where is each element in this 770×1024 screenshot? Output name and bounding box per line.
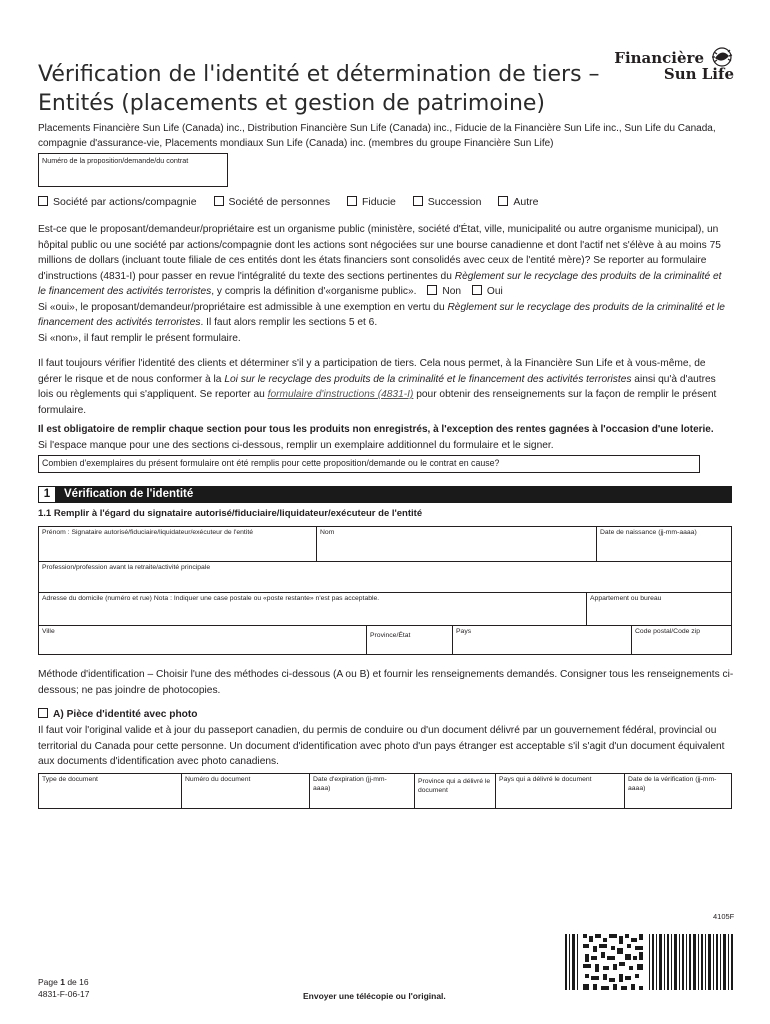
issuing-country-field[interactable]: Pays qui a délivré le document — [495, 773, 625, 809]
identification-method-instructions: Méthode d'identification – Choisir l'une des méthodes ci-dessous (A ou B) et fournir les renseignements demandés. Consigner tous les renseignements ci-dessous; ne pas joindre de photocopies. — [38, 669, 734, 696]
apartment-field[interactable]: Appartement ou bureau — [586, 592, 732, 626]
section-title: Vérification de l'identité — [64, 488, 194, 500]
copies-count-label: Combien d'exemplaires du présent formulaire ont été remplis pour cette proposition/demande ou le contrat en cause? — [42, 458, 500, 468]
checkbox-icon[interactable] — [472, 285, 482, 295]
public-org-question: Est-ce que le proposant/demandeur/propriétaire est un organisme public (ministère, société d'État, ville, municipalité ou autre organisme municipal), un hôpital public ou une société par actions/compagnie dont les actions sont négociées sur une bourse canadienne et dont l'actif net s'élève à au moins 75 millions de dollars (incluant toute filiale de ces entités dont les états financiers sont consolidés avec ceux de l'entité mère)? Se reporter au formulaire d'instructions (4831-I) pour passer en revue l'intégralité du texte des sections pertinentes du Règlement sur le recyclage des produits de la criminalité et le financement des activités terroristes, y compris la définition d'«organisme public». Non Oui Si «oui», le proposant/demandeur/propriétaire est admissible à une exemption en vertu du Règlement sur le recyclage des produits de la criminalité et le financement des activités terroristes. Il faut alors remplir les sections 5 et 6. Si «non», il faut remplir le présent formulaire. — [38, 224, 725, 344]
copies-count-field[interactable] — [38, 455, 700, 473]
contract-number-label: Numéro de la proposition/demande/du contrat — [42, 156, 189, 165]
city-field[interactable]: Ville — [38, 625, 367, 655]
home-address-field[interactable]: Adresse du domicile (numéro et rue) Nota : Indiquer une case postale ou «poste restante» n'est pas acceptable. — [38, 592, 587, 626]
occupation-field[interactable]: Profession/profession avant la retraite/activité principale — [38, 561, 732, 593]
entity-type-corporation[interactable]: Société par actions/compagnie — [38, 196, 197, 208]
send-instructions: Envoyer une télécopie ou l'original. — [303, 991, 446, 1001]
contract-number-field[interactable] — [38, 153, 228, 187]
checkbox-icon[interactable] — [347, 196, 357, 206]
entity-type-other[interactable]: Autre — [498, 196, 538, 208]
issuing-province-field[interactable]: Province qui a délivré le document — [414, 773, 496, 809]
intro-paragraph: Il faut toujours vérifier l'identité des clients et déterminer s'il y a participation de tiers. Cela nous permet, à la Financière Sun Life et à vous-même, de gérer le risque et de nous conformer à la Loi sur le recyclage des produits de la criminalité et le financement des activités terroristes ainsi qu'à d'autres lois ou règlements qui s'appliquent. Se reporter au formulaire d'instructions (4831-I) pour obtenir des renseignements sur la façon de remplir le présent formulaire. — [38, 358, 717, 416]
public-org-no[interactable]: Non — [419, 286, 461, 297]
verification-date-field[interactable]: Date de la vérification (jj-mm-aaaa) — [624, 773, 732, 809]
subsection-1-1-title: 1.1 Remplir à l'égard du signataire autorisé/fiduciaire/liquidateur/exécuteur de l'entité — [38, 508, 423, 519]
checkbox-icon[interactable] — [38, 708, 48, 718]
form-code: 4105F — [713, 912, 735, 921]
checkbox-icon[interactable] — [498, 196, 508, 206]
mandatory-note: Il est obligatoire de remplir chaque section pour tous les produits non enregistrés, à l'exception des rentes gagnées à l'occasion d'une loterie. — [38, 424, 714, 435]
instructions-link[interactable]: formulaire d'instructions (4831-I) — [267, 389, 414, 400]
companies-list: Placements Financière Sun Life (Canada) inc., Distribution Financière Sun Life (Canada) inc., Fiducie de la Financière Sun Life inc., Sun Life du Canada, compagnie d'assurance-vie, Placements mondiaux Sun Life (Canada) inc. (membres du groupe Financière Sun Life) — [38, 123, 716, 149]
checkbox-icon[interactable] — [427, 285, 437, 295]
form-number: 4831-F-06-17 — [38, 989, 90, 999]
logo-line-1: Financière — [614, 49, 704, 67]
postal-code-field[interactable]: Code postal/Code zip — [631, 625, 732, 655]
section-number: 1 — [38, 486, 56, 503]
space-note: Si l'espace manque pour une des sections ci-dessous, remplir un exemplaire additionnel du formulaire et le signer. — [38, 440, 554, 451]
public-org-yes[interactable]: Oui — [464, 286, 503, 297]
sun-life-logo — [598, 44, 738, 84]
document-number-field[interactable]: Numéro du document — [181, 773, 310, 809]
page-title — [38, 60, 600, 118]
page-number: Page 1 de 16 — [38, 977, 89, 987]
province-state-field[interactable]: Province/État — [366, 625, 453, 655]
sun-emblem-icon — [706, 44, 736, 70]
entity-type-partnership[interactable]: Société de personnes — [214, 196, 331, 208]
logo-line-2: Sun Life — [663, 65, 734, 83]
document-type-field[interactable]: Type de document — [38, 773, 182, 809]
last-name-field[interactable]: Nom — [316, 526, 597, 562]
entity-type-estate[interactable]: Succession — [413, 196, 482, 208]
entity-type-options — [38, 195, 738, 211]
option-a-photo-id[interactable]: A) Pièce d'identité avec photo — [38, 707, 198, 723]
first-name-field[interactable]: Prénom : Signataire autorisé/fiduciaire/liquidateur/exécuteur de l'entité — [38, 526, 317, 562]
expiry-date-field[interactable]: Date d'expiration (jj-mm-aaaa) — [309, 773, 415, 809]
checkbox-icon[interactable] — [38, 196, 48, 206]
option-a-description: Il faut voir l'original valide et à jour du passeport canadien, du permis de conduire ou d'un document délivré par un gouvernement fédéral, provincial ou territorial du Canada pour cette personne. Un document d'identification avec photo d'un pays étranger est acceptable s'il s'agit d'un document équivalent aux documents d'identification avec photo canadiens. — [38, 725, 725, 767]
title-line-1: Vérification de l'identité et détermination de tiers – — [38, 62, 600, 87]
entity-type-trust[interactable]: Fiducie — [347, 196, 396, 208]
date-of-birth-field[interactable]: Date de naissance (jj-mm-aaaa) — [596, 526, 732, 562]
title-line-2: Entités (placements et gestion de patrimoine) — [38, 91, 545, 116]
country-field[interactable]: Pays — [452, 625, 632, 655]
section-1-header — [38, 486, 732, 503]
checkbox-icon[interactable] — [214, 196, 224, 206]
checkbox-icon[interactable] — [413, 196, 423, 206]
barcode — [565, 934, 733, 990]
